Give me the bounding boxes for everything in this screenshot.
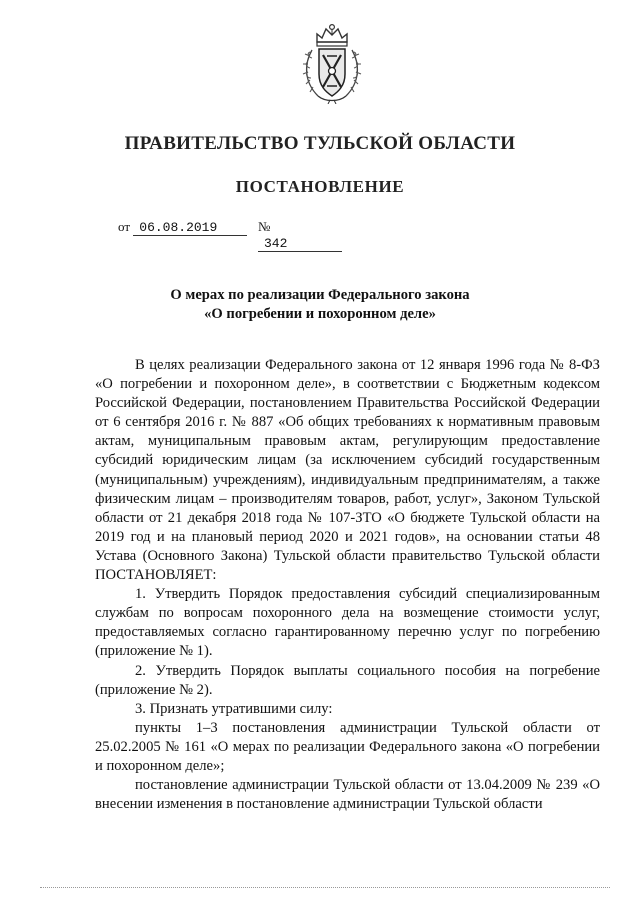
clause-2: 2. Утвердить Порядок выплаты социального пособия на погребение (приложение № 2).	[95, 662, 600, 698]
document-title-line-1: О мерах по реализации Федерального закона	[170, 287, 470, 303]
date-label: от	[118, 219, 131, 234]
preamble-paragraph: В целях реализации Федерального закона от 12 января 1996 года № 8-ФЗ «О погребении и похоронном деле», в соответствии с Бюджетным кодексом Российской Федерации, постановлением Правительства Российской Федерации от 6 сентября 2016 г. № 887 «Об общих требованиях к нормативным правовым актам, муниципальным правовым актам, регулирующим предоставление субсидий юридическим лицам (за исключением субсидий государственным (муниципальным) учреждениям), индивидуальным предпринимателям, а также физическим лицам – производителям товаров, работ, услуг», Законом Тульской области от 21 декабря 2018 года № 107-ЗТО «О бюджете Тульской области на 2019 год и на плановый период 2020 и 2021 годов», на основании статьи 48 Устава (Основного Закона) Тульской области правительство Тульской области ПОСТАНОВЛЯЕТ:	[95, 357, 600, 584]
number-field	[258, 219, 342, 252]
document-body	[95, 356, 600, 814]
number-value: 342	[258, 236, 342, 252]
page-bottom-edge	[40, 887, 610, 888]
number-label: №	[258, 219, 271, 234]
document-type: ПОСТАНОВЛЕНИЕ	[235, 177, 405, 196]
document-title-line-2: «О погребении и похоронном деле»	[204, 306, 436, 322]
coat-of-arms-icon	[300, 22, 364, 104]
document-title	[0, 286, 640, 324]
clause-1: 1. Утвердить Порядок предоставления субсидий специализированным службам по вопросам похоронного дела на возмещение стоимости услуг, предоставляемых согласно гарантированному перечню услуг по погребению (приложение № 1).	[95, 586, 600, 660]
clause-3-subitem-2: постановление администрации Тульской области от 13.04.2009 № 239 «О внесении изменения в постановление администрации Тульской области	[95, 777, 600, 813]
clause-3-subitem-1: пункты 1–3 постановления администрации Тульской области от 25.02.2005 № 161 «О мерах по реализации Федерального закона «О погребении и похоронном деле»;	[95, 719, 600, 774]
date-value: 06.08.2019	[133, 220, 247, 236]
government-title: ПРАВИТЕЛЬСТВО ТУЛЬСКОЙ ОБЛАСТИ	[124, 133, 516, 154]
clause-3: 3. Признать утратившими силу:	[135, 700, 333, 717]
date-field	[118, 219, 258, 236]
